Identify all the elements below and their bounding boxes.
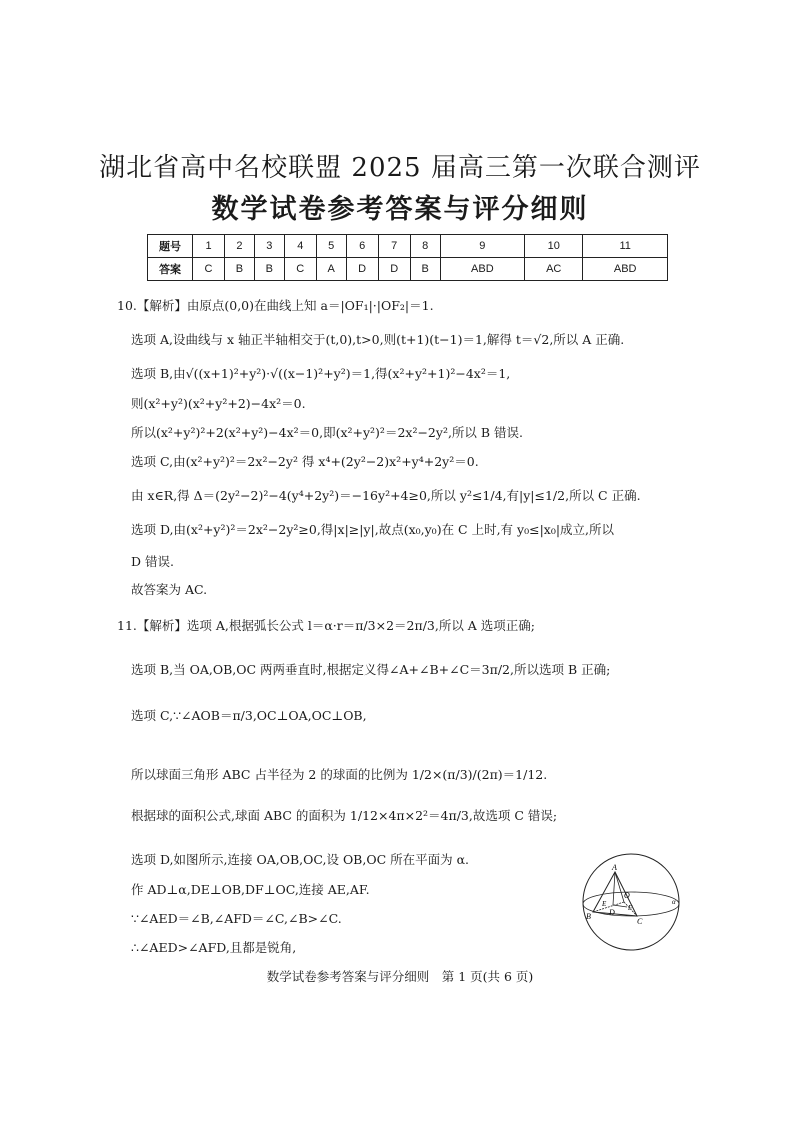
question-number: 10 (525, 235, 583, 258)
answer-cell: B (254, 258, 284, 281)
question-number: 8 (410, 235, 440, 258)
answer-cell: D (346, 258, 378, 281)
label-b: B (586, 912, 591, 921)
q11-step: 根据球的面积公式,球面 ABC 的面积为 1/12×4π×2²＝4π/3,故选项 C 错误; (131, 808, 558, 823)
label-d: D (609, 908, 615, 917)
answer-cell: A (316, 258, 346, 281)
label-o: O (624, 891, 630, 900)
q11-step: ∵∠AED＝∠B,∠AFD＝∠C,∠B>∠C. (131, 911, 342, 926)
q11-option-c: 选项 C,∵∠AOB＝π/3,OC⊥OA,OC⊥OB, (131, 708, 367, 723)
exam-title: 湖北省高中名校联盟 2025 届高三第一次联合测评 (99, 153, 701, 183)
answer-row (148, 258, 668, 281)
q11-heading: 11.【解析】选项 A,根据弧长公式 l＝α·r＝π/3×2＝2π/3,所以 A 选项正确; (117, 618, 536, 633)
q10-step: 则(x²+y²)(x²+y²+2)−4x²＝0. (131, 396, 306, 411)
answer-cell: ABD (440, 258, 525, 281)
question-number: 2 (225, 235, 255, 258)
question-number: 7 (378, 235, 410, 258)
answer-cell: D (378, 258, 410, 281)
document-subtitle: 数学试卷参考答案与评分细则 (211, 194, 589, 225)
question-number: 5 (316, 235, 346, 258)
q10-option-c: 选项 C,由(x²+y²)²＝2x²−2y² 得 x⁴+(2y²−2)x²+y⁴+2y²＝0. (131, 454, 479, 469)
question-number: 4 (284, 235, 316, 258)
label-a: A (612, 863, 617, 872)
answer-cell: C (193, 258, 225, 281)
label-f: F (628, 904, 633, 912)
question-number: 3 (254, 235, 284, 258)
question-number: 9 (440, 235, 525, 258)
page-footer: 数学试卷参考答案与评分细则 第 1 页(共 6 页) (266, 969, 534, 984)
q11-step: ∴∠AED>∠AFD,且都是锐角, (131, 940, 297, 955)
question-number: 1 (193, 235, 225, 258)
question-number: 11 (583, 235, 668, 258)
q11-step: 作 AD⊥α,DE⊥OB,DF⊥OC,连接 AE,AF. (131, 882, 370, 897)
answer-cell: AC (525, 258, 583, 281)
answer-cell: C (284, 258, 316, 281)
sphere-outline (583, 854, 679, 950)
segment-ad (613, 872, 615, 905)
row-label-answer: 答案 (148, 258, 193, 281)
label-alpha: α (672, 898, 676, 906)
answer-cell: ABD (583, 258, 668, 281)
q10-option-a: 选项 A,设曲线与 x 轴正半轴相交于(t,0),t>0,则(t+1)(t−1)＝1,解得 t＝√2,所以 A 正确. (131, 332, 625, 347)
q10-step: D 错误. (131, 554, 174, 569)
answer-cell: B (225, 258, 255, 281)
q10-option-d: 选项 D,由(x²+y²)²＝2x²−2y²≥0,得|x|≥|y|,故点(x₀,y₀)在 C 上时,有 y₀≤|x₀|成立,所以 (131, 522, 615, 537)
question-number-row (148, 235, 668, 258)
question-number: 6 (346, 235, 378, 258)
q10-step: 由 x∈R,得 Δ＝(2y²−2)²−4(y⁴+2y²)＝−16y²+4≥0,所以 y²≤1/4,有|y|≤1/2,所以 C 正确. (131, 488, 641, 503)
q11-step: 所以球面三角形 ABC 占半径为 2 的球面的比例为 1/2×(π/3)/(2π)＝1/12. (131, 767, 548, 782)
q11-option-b: 选项 B,当 OA,OB,OC 两两垂直时,根据定义得∠A+∠B+∠C＝3π/2,所以选项 B 正确; (131, 662, 611, 677)
q10-heading: 10.【解析】由原点(0,0)在曲线上知 a＝|OF₁|·|OF₂|＝1. (117, 298, 434, 313)
q10-option-b: 选项 B,由√((x+1)²+y²)·√((x−1)²+y²)＝1,得(x²+y²+1)²−4x²＝1, (131, 366, 511, 381)
label-c: C (637, 917, 643, 926)
row-label-question: 题号 (148, 235, 193, 258)
q11-option-d: 选项 D,如图所示,连接 OA,OB,OC,设 OB,OC 所在平面为 α. (131, 852, 470, 867)
sphere-figure (566, 852, 696, 952)
answer-cell: B (410, 258, 440, 281)
q10-conclusion: 故答案为 AC. (131, 582, 208, 597)
q10-step: 所以(x²+y²)²+2(x²+y²)−4x²＝0,即(x²+y²)²＝2x²−2y²,所以 B 错误. (131, 425, 524, 440)
answer-table (147, 234, 668, 281)
segment-df (613, 905, 627, 907)
label-e: E (602, 900, 607, 908)
